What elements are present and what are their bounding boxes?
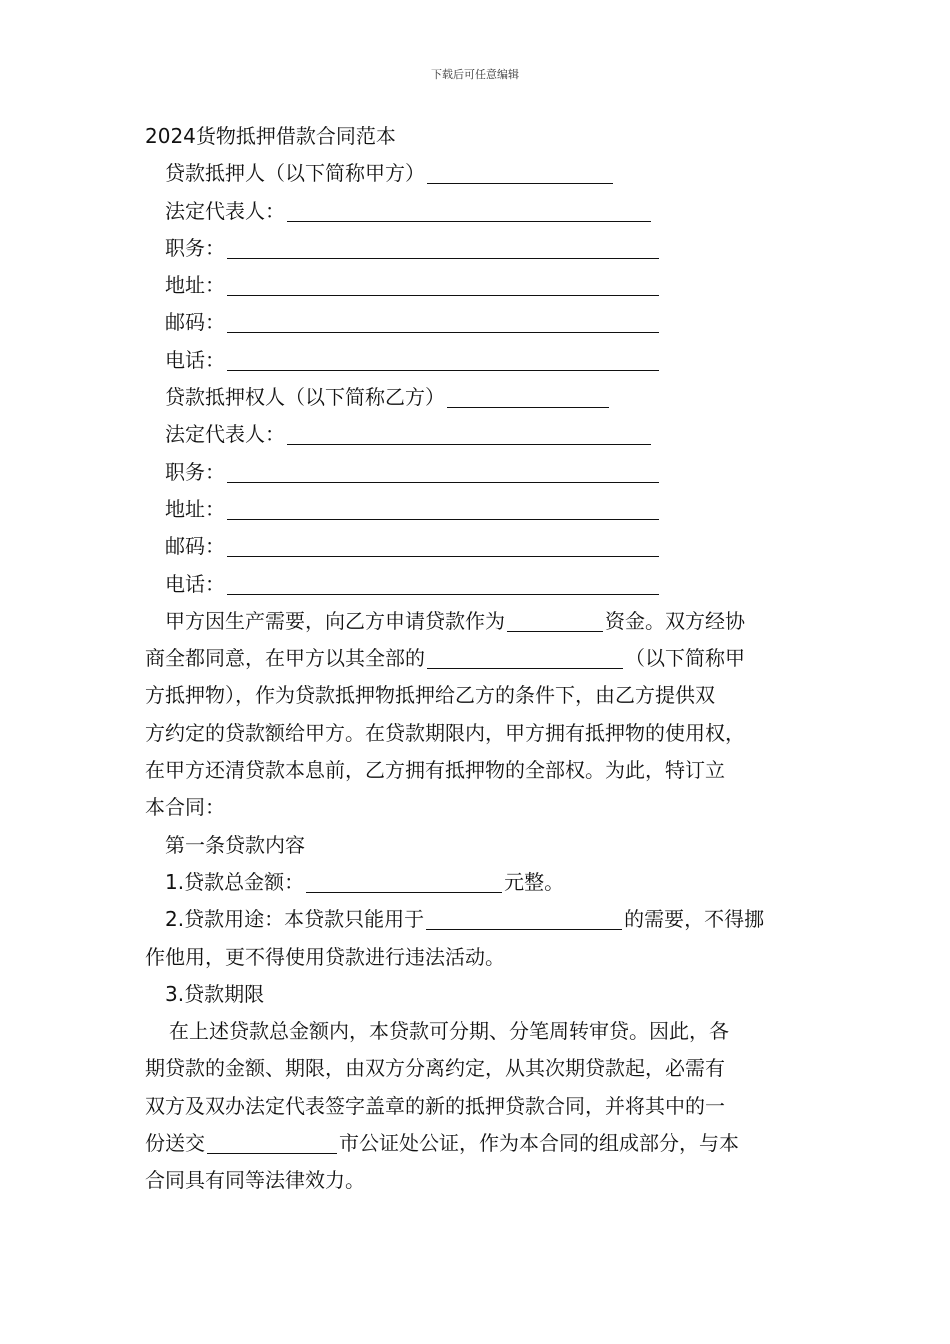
party-a-legal-rep-line xyxy=(165,193,825,230)
header-note: 下载后可任意编辑 xyxy=(431,68,519,81)
party-a-name-blank xyxy=(427,161,613,184)
intro-line-2 xyxy=(145,640,825,677)
loan-amount-suffix: 元整。 xyxy=(504,869,565,894)
intro-text-2b: （以下简称甲 xyxy=(625,646,745,671)
article-1-item-2-cont: 作他用，更不得使用贷款进行违法活动。 xyxy=(145,944,505,969)
party-a-position-line xyxy=(165,230,825,267)
party-b-address-label: 地址： xyxy=(165,496,225,521)
term-para-line-2: 期贷款的金额、期限，由双方分离约定，从其次期贷款起，必需有 xyxy=(145,1056,725,1081)
party-a-postcode-label: 邮码： xyxy=(165,310,225,335)
party-a-heading: 贷款抵押人（以下简称甲方） xyxy=(165,161,425,186)
intro-text-1b: 资金。双方经协 xyxy=(605,608,745,633)
party-b-position-line xyxy=(165,454,825,491)
party-b-phone-blank xyxy=(227,572,659,595)
party-b-position-blank xyxy=(227,460,659,483)
intro-text-2a: 商全都同意，在甲方以其全部的 xyxy=(145,646,425,671)
party-a-legal-rep-label: 法定代表人： xyxy=(165,198,285,223)
party-b-position-label: 职务： xyxy=(165,459,225,484)
term-para-line-1: 在上述贷款总金额内，本贷款可分期、分笔周转审贷。因此，各 xyxy=(169,1019,729,1044)
document-body xyxy=(145,118,825,1200)
party-b-legal-rep-blank xyxy=(287,422,651,445)
party-a-phone-blank xyxy=(227,348,659,371)
party-b-name-blank xyxy=(447,385,609,408)
collateral-blank xyxy=(427,646,623,669)
party-a-address-label: 地址： xyxy=(165,273,225,298)
purpose-blank xyxy=(507,609,603,632)
party-b-phone-line xyxy=(165,566,825,603)
party-a-address-line xyxy=(165,267,825,304)
intro-line-1 xyxy=(165,603,825,640)
intro-line-3: 方抵押物），作为贷款抵押物抵押给乙方的条件下，由乙方提供双 xyxy=(145,683,715,708)
party-b-postcode-line xyxy=(165,528,825,565)
loan-usage-suffix: 的需要，不得挪 xyxy=(624,907,765,932)
party-b-phone-label: 电话： xyxy=(165,571,225,596)
article-1-item-2 xyxy=(165,901,825,938)
loan-amount-blank xyxy=(306,870,502,893)
intro-line-6: 本合同： xyxy=(145,795,225,820)
notary-city-blank xyxy=(207,1131,337,1154)
article-1-item-3: 3.贷款期限 xyxy=(165,981,265,1006)
term-para-line-3: 双方及双办法定代表签字盖章的新的抵押贷款合同，并将其中的一 xyxy=(145,1093,725,1118)
document-title: 2024货物抵押借款合同范本 xyxy=(145,124,396,148)
article-1-heading: 第一条贷款内容 xyxy=(165,832,305,857)
party-b-legal-rep-line xyxy=(165,416,825,453)
party-a-phone-line xyxy=(165,342,825,379)
article-1-item-1 xyxy=(165,864,825,901)
notary-text-b: 市公证处公证，作为本合同的组成部分，与本 xyxy=(339,1131,739,1156)
term-para-line-5: 合同具有同等法律效力。 xyxy=(145,1168,365,1193)
notary-text-a: 份送交 xyxy=(145,1131,205,1156)
party-a-phone-label: 电话： xyxy=(165,347,225,372)
party-a-position-blank xyxy=(227,236,659,259)
party-b-heading-line xyxy=(165,379,825,416)
loan-amount-label: 1.贷款总金额： xyxy=(165,869,305,894)
party-b-legal-rep-label: 法定代表人： xyxy=(165,422,285,447)
party-b-postcode-blank xyxy=(227,534,659,557)
party-a-address-blank xyxy=(227,273,659,296)
intro-line-5: 在甲方还清贷款本息前，乙方拥有抵押物的全部权。为此，特订立 xyxy=(145,758,725,783)
intro-line-4: 方约定的贷款额给甲方。在贷款期限内，甲方拥有抵押物的使用权， xyxy=(145,720,745,745)
party-a-heading-line xyxy=(165,155,825,192)
party-a-legal-rep-blank xyxy=(287,199,651,222)
intro-text-1a: 甲方因生产需要，向乙方申请贷款作为 xyxy=(165,608,505,633)
party-a-postcode-blank xyxy=(227,310,659,333)
loan-usage-label: 2.贷款用途：本贷款只能用于 xyxy=(165,907,425,932)
party-b-postcode-label: 邮码： xyxy=(165,534,225,559)
party-a-position-label: 职务： xyxy=(165,235,225,260)
term-para-line-4 xyxy=(145,1125,825,1162)
party-a-postcode-line xyxy=(165,304,825,341)
party-b-heading: 贷款抵押权人（以下简称乙方） xyxy=(165,385,445,410)
party-b-address-line xyxy=(165,491,825,528)
loan-usage-blank xyxy=(426,907,622,930)
party-b-address-blank xyxy=(227,497,659,520)
